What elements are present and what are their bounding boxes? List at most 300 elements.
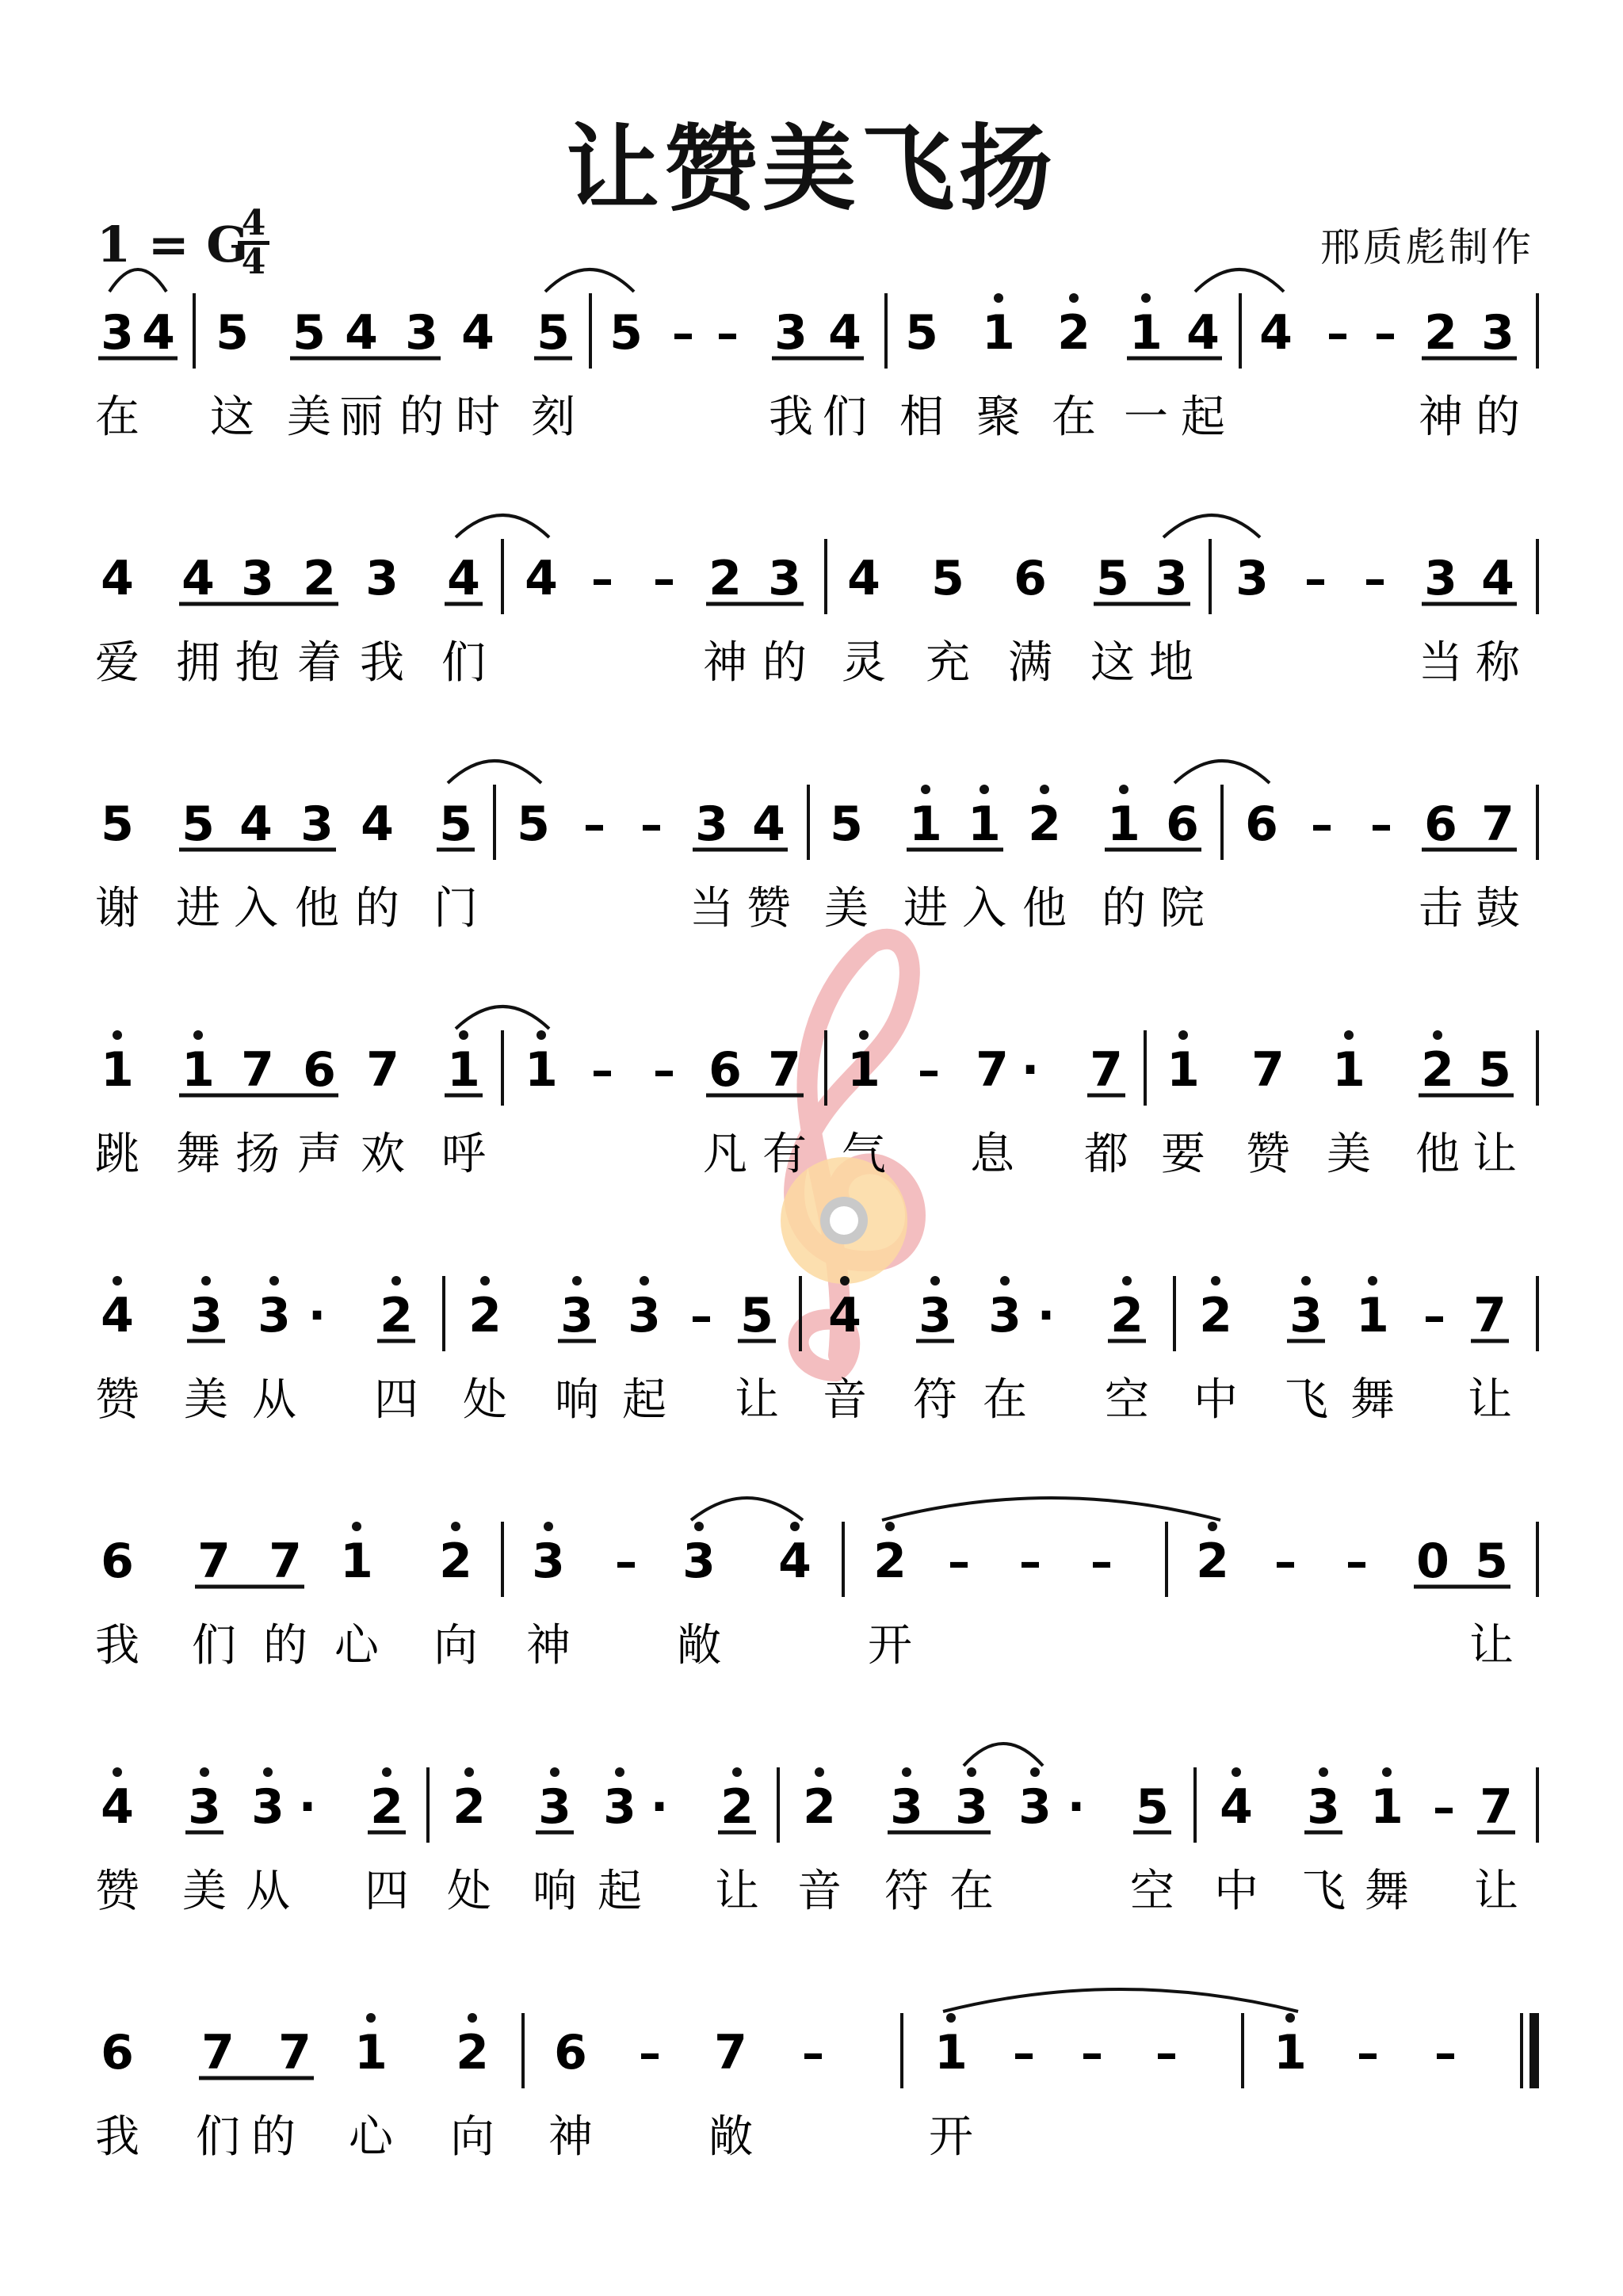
note: 7 (976, 1042, 1009, 1098)
lyric-char: 入 (962, 883, 1006, 934)
lyric-char: 让 (1472, 1129, 1517, 1180)
high-octave-dot (1319, 1767, 1328, 1777)
note: 4 (101, 1779, 134, 1835)
tie-arc (448, 761, 541, 783)
note: 4 (142, 305, 175, 361)
lyric-char: 响 (533, 1866, 577, 1917)
note: 1 (1167, 1042, 1200, 1098)
high-octave-dot (921, 785, 930, 794)
system-3 (95, 761, 1537, 934)
note: 3 (774, 305, 808, 361)
lyric-char: 开 (929, 2111, 973, 2163)
high-octave-dot (1030, 1767, 1040, 1777)
dash: – (591, 1045, 613, 1097)
note: 7 (1481, 797, 1514, 852)
dash: – (672, 308, 694, 360)
lyric-char: 处 (463, 1374, 507, 1426)
dash: – (615, 1537, 637, 1588)
note: 7 (278, 2025, 311, 2080)
note: 1 (934, 2025, 968, 2080)
high-octave-dot (1000, 1276, 1010, 1286)
note: 6 (303, 1042, 336, 1098)
lyric-char: 击 (1419, 883, 1463, 934)
tie-arc (1163, 515, 1260, 537)
lyric-char: 中 (1193, 1374, 1238, 1426)
note: 1 (101, 1042, 134, 1098)
dash: – (1364, 554, 1386, 606)
high-octave-dot (902, 1767, 911, 1777)
high-octave-dot (1301, 1276, 1311, 1286)
note: 3 (405, 305, 438, 361)
time-top: 4 (241, 203, 266, 243)
note: 4 (778, 1534, 812, 1589)
high-octave-dot (113, 1276, 122, 1286)
note: 3 (628, 1288, 661, 1343)
lyric-char: 从 (252, 1374, 296, 1426)
dash: – (1311, 800, 1333, 851)
lyric-char: 息 (970, 1129, 1014, 1180)
lyric-char: 们 (196, 2111, 240, 2163)
note: 2 (1028, 797, 1061, 852)
tie-arc (943, 1989, 1298, 2011)
lyric-char: 音 (797, 1866, 842, 1917)
lyric-char: 向 (433, 1620, 478, 1671)
high-octave-dot (946, 2013, 956, 2023)
high-octave-dot (994, 293, 1003, 303)
high-octave-dot (732, 1767, 742, 1777)
dash: – (1081, 2028, 1103, 2080)
lyric-char: 神 (548, 2111, 593, 2163)
note: 5 (609, 305, 643, 361)
dash: – (802, 2028, 824, 2080)
note: 4 (828, 305, 861, 361)
high-octave-dot (694, 1522, 704, 1531)
note: 4 (525, 551, 558, 606)
lyric-char: 敞 (708, 2111, 753, 2163)
system-1 (95, 269, 1537, 443)
note: 3 (695, 797, 728, 852)
high-octave-dot (1178, 1030, 1188, 1040)
note: 1 (847, 1042, 880, 1098)
note: 2 (303, 551, 336, 606)
lyric-char: 地 (1149, 637, 1193, 689)
note: 3 (189, 1288, 223, 1343)
high-octave-dot (1040, 785, 1049, 794)
high-octave-dot (464, 1767, 474, 1777)
lyric-char: 让 (1474, 1866, 1518, 1917)
dash: – (591, 554, 613, 606)
note: 2 (468, 1288, 502, 1343)
tie-arc (545, 269, 634, 292)
note: 3 (1155, 551, 1188, 606)
note: 2 (803, 1779, 836, 1835)
lyric-char: 刻 (531, 392, 575, 443)
note: 3 (188, 1779, 221, 1835)
dash: – (918, 1045, 940, 1097)
note: 3 (890, 1779, 923, 1835)
dash: – (1090, 1537, 1113, 1588)
lyric-char: 让 (1468, 1374, 1512, 1426)
lyric-char: 着 (297, 637, 342, 689)
note: 7 (1251, 1042, 1285, 1098)
note: 5 (830, 797, 863, 852)
high-octave-dot (200, 1767, 209, 1777)
note: 1 (447, 1042, 480, 1098)
note: 4 (181, 551, 215, 606)
note: 6 (1014, 551, 1047, 606)
dot: · (1037, 1288, 1056, 1343)
lyric-char: 音 (823, 1374, 867, 1426)
lyric-char: 开 (868, 1620, 912, 1671)
note: 3 (532, 1534, 565, 1589)
note: 2 (439, 1534, 472, 1589)
high-octave-dot (193, 1030, 203, 1040)
note: 4 (1481, 551, 1514, 606)
high-octave-dot (615, 1767, 624, 1777)
lyric-char: 心 (349, 2111, 393, 2163)
note: 1 (1332, 1042, 1365, 1098)
lyric-char: 的 (1476, 392, 1520, 443)
high-octave-dot (885, 1522, 895, 1531)
time-bottom: 4 (241, 242, 266, 282)
note: 3 (682, 1534, 716, 1589)
lyric-char: 舞 (1365, 1866, 1409, 1917)
lyric-char: 称 (1476, 637, 1520, 689)
lyric-char: 神 (526, 1620, 571, 1671)
note: 3 (365, 551, 399, 606)
note: 3 (1289, 1288, 1323, 1343)
high-octave-dot (113, 1030, 122, 1040)
lyric-char: 美 (287, 392, 331, 443)
lyric-char: 的 (355, 883, 399, 934)
note: 2 (708, 551, 742, 606)
lyric-char: 的 (263, 1620, 307, 1671)
high-octave-dot (1285, 2013, 1295, 2023)
note: 5 (439, 797, 472, 852)
note: 1 (181, 1042, 215, 1098)
lyric-char: 丽 (339, 392, 384, 443)
lyric-char: 美 (824, 883, 869, 934)
high-octave-dot (269, 1276, 279, 1286)
high-octave-dot (1208, 1522, 1217, 1531)
lyric-char: 向 (450, 2111, 495, 2163)
note: 5 (181, 797, 215, 852)
lyric-char: 一 (1124, 392, 1168, 443)
note: 1 (1107, 797, 1140, 852)
note: 7 (768, 1042, 801, 1098)
dash: – (1374, 308, 1396, 360)
note: 2 (456, 2025, 489, 2080)
dot: · (1021, 1042, 1040, 1098)
note: 3 (560, 1288, 594, 1343)
note: 7 (1480, 1779, 1513, 1835)
note: 1 (1274, 2025, 1307, 2080)
lyric-char: 进 (903, 883, 948, 934)
lyric-char: 的 (1102, 883, 1146, 934)
composer-credit: 邢质彪制作 (1320, 224, 1534, 270)
note: 4 (101, 551, 134, 606)
lyric-char: 在 (95, 392, 139, 443)
note: 6 (101, 2025, 134, 2080)
dash: – (1434, 2028, 1457, 2080)
lyric-char: 的 (762, 637, 807, 689)
high-octave-dot (263, 1767, 273, 1777)
high-octave-dot (537, 1030, 546, 1040)
lyric-char: 符 (913, 1374, 957, 1426)
note: 6 (1245, 797, 1278, 852)
high-octave-dot (459, 1030, 468, 1040)
note: 0 (1416, 1534, 1449, 1589)
note: 5 (1478, 1042, 1511, 1098)
lyric-char: 灵 (842, 637, 886, 689)
note: 6 (554, 2025, 587, 2080)
lyric-char: 舞 (176, 1129, 220, 1180)
lyric-char: 院 (1160, 883, 1205, 934)
key-signature: 1 = G (97, 216, 249, 273)
dash: – (639, 2028, 661, 2080)
song-title: 让赞美飞扬 (565, 113, 1057, 223)
lyric-char: 们 (192, 1620, 236, 1671)
high-octave-dot (113, 1767, 122, 1777)
lyric-char: 我 (95, 2111, 139, 2163)
note: 1 (354, 2025, 388, 2080)
tie-arc (456, 1007, 549, 1029)
lyric-char: 赞 (95, 1866, 139, 1917)
dash: – (1357, 2028, 1379, 2080)
high-octave-dot (790, 1522, 800, 1531)
note: 7 (1090, 1042, 1123, 1098)
lyric-char: 凡 (703, 1129, 747, 1180)
lyric-char: 都 (1084, 1129, 1128, 1180)
note: 7 (241, 1042, 274, 1098)
lyric-char: 让 (715, 1866, 759, 1917)
high-octave-dot (640, 1276, 649, 1286)
lyric-char: 这 (1090, 637, 1135, 689)
note: 1 (1129, 305, 1163, 361)
lyric-char: 欢 (361, 1129, 405, 1180)
dash: – (690, 1291, 712, 1343)
system-5 (95, 1276, 1537, 1426)
note: 4 (345, 305, 378, 361)
note: 3 (241, 551, 274, 606)
lyric-char: 美 (182, 1866, 227, 1917)
dash: – (1304, 554, 1327, 606)
note: 2 (1424, 305, 1457, 361)
lyric-char: 跳 (95, 1129, 139, 1180)
lyric-char: 赞 (1246, 1129, 1290, 1180)
note: 3 (258, 1288, 291, 1343)
note: 3 (988, 1288, 1022, 1343)
note: 3 (1018, 1779, 1052, 1835)
lyric-char: 空 (1105, 1374, 1149, 1426)
note: 5 (931, 551, 964, 606)
lyric-char: 爱 (95, 637, 139, 689)
high-octave-dot (201, 1276, 211, 1286)
note: 5 (740, 1288, 773, 1343)
high-octave-dot (1069, 293, 1079, 303)
note: 1 (909, 797, 942, 852)
lyric-char: 时 (456, 392, 500, 443)
lyric-char: 进 (176, 883, 220, 934)
lyric-char: 处 (447, 1866, 491, 1917)
lyric-char: 扬 (235, 1129, 280, 1180)
dash: – (640, 800, 663, 851)
lyric-char: 在 (1052, 392, 1096, 443)
note: 3 (101, 305, 134, 361)
lyric-char: 心 (334, 1620, 379, 1671)
lyric-char: 拥 (176, 637, 220, 689)
note: 1 (340, 1534, 373, 1589)
note: 7 (269, 1534, 302, 1589)
lyric-char: 在 (949, 1866, 994, 1917)
note: 3 (918, 1288, 952, 1343)
note: 1 (1370, 1779, 1403, 1835)
lyric-char: 我 (769, 392, 813, 443)
note: 6 (708, 1042, 742, 1098)
high-octave-dot (1368, 1276, 1377, 1286)
high-octave-dot (544, 1522, 553, 1531)
high-octave-dot (859, 1030, 869, 1040)
high-octave-dot (1433, 1030, 1442, 1040)
note: 5 (101, 797, 134, 852)
lyric-char: 赞 (95, 1374, 139, 1426)
lyric-char: 让 (1469, 1620, 1514, 1671)
note: 3 (538, 1779, 571, 1835)
note: 4 (361, 797, 394, 852)
lyric-char: 响 (555, 1374, 599, 1426)
lyric-char: 呼 (441, 1129, 486, 1180)
lyric-char: 相 (899, 392, 944, 443)
note: 5 (292, 305, 326, 361)
note: 2 (1196, 1534, 1229, 1589)
lyric-char: 气 (842, 1129, 886, 1180)
note: 4 (847, 551, 880, 606)
dash: – (716, 308, 739, 360)
note: 4 (828, 1288, 861, 1343)
note: 2 (1057, 305, 1090, 361)
lyric-char: 敞 (677, 1620, 721, 1671)
dash: – (1433, 1782, 1455, 1834)
dash: – (1155, 2028, 1178, 2080)
lyric-char: 他 (1022, 883, 1067, 934)
lyric-char: 们 (823, 392, 867, 443)
lyric-char: 谢 (95, 883, 139, 934)
dash: – (583, 800, 605, 851)
note: 2 (380, 1288, 413, 1343)
dash: – (1013, 2028, 1035, 2080)
lyric-char: 从 (246, 1866, 290, 1917)
high-octave-dot (1232, 1767, 1241, 1777)
lyric-char: 的 (399, 392, 444, 443)
note: 3 (955, 1779, 988, 1835)
system-6 (95, 1498, 1537, 1671)
high-octave-dot (1122, 1276, 1132, 1286)
lyric-char: 在 (983, 1374, 1027, 1426)
note: 6 (1424, 797, 1457, 852)
lyric-char: 充 (926, 637, 970, 689)
note: 3 (1481, 305, 1514, 361)
tie-arc (1195, 269, 1284, 292)
system-8 (95, 1989, 1534, 2163)
dash: – (1274, 1537, 1296, 1588)
note: 5 (1096, 551, 1129, 606)
lyric-char: 要 (1161, 1129, 1205, 1180)
lyric-char: 满 (1008, 637, 1052, 689)
note: 3 (768, 551, 801, 606)
tie-arc (691, 1498, 803, 1520)
lyric-char: 当 (1419, 637, 1463, 689)
lyric-char: 空 (1130, 1866, 1174, 1917)
high-octave-dot (391, 1276, 401, 1286)
lyric-char: 鼓 (1476, 883, 1520, 934)
note: 2 (1199, 1288, 1232, 1343)
high-octave-dot (366, 2013, 376, 2023)
lyric-char: 当 (689, 883, 734, 934)
dash: – (1423, 1291, 1445, 1343)
note: 2 (453, 1779, 486, 1835)
note: 7 (714, 2025, 747, 2080)
note: 5 (1475, 1534, 1508, 1589)
lyric-char: 让 (735, 1374, 779, 1426)
lyric-char: 赞 (747, 883, 791, 934)
lyric-char: 的 (251, 2111, 296, 2163)
note: 4 (447, 551, 480, 606)
dash: – (1327, 308, 1349, 360)
system-4 (95, 1007, 1537, 1180)
note: 2 (1421, 1042, 1454, 1098)
lyric-char: 他 (1415, 1129, 1460, 1180)
note: 7 (366, 1042, 399, 1098)
note: 2 (1110, 1288, 1144, 1343)
lyric-char: 神 (1419, 392, 1463, 443)
high-octave-dot (480, 1276, 490, 1286)
dot: · (307, 1288, 327, 1343)
note: 6 (1166, 797, 1199, 852)
note: 2 (720, 1779, 754, 1835)
high-octave-dot (1119, 785, 1128, 794)
high-octave-dot (967, 1767, 976, 1777)
lyric-char: 声 (297, 1129, 342, 1180)
note: 1 (968, 797, 1001, 852)
high-octave-dot (930, 1276, 940, 1286)
tie-arc (964, 1744, 1043, 1766)
lyric-char: 舞 (1350, 1374, 1395, 1426)
lyric-char: 入 (234, 883, 278, 934)
note: 7 (1473, 1288, 1507, 1343)
note: 2 (873, 1534, 907, 1589)
lyric-char: 聚 (976, 392, 1021, 443)
high-octave-dot (840, 1276, 850, 1286)
tie-arc (1174, 761, 1270, 783)
lyric-char: 美 (184, 1374, 228, 1426)
high-octave-dot (382, 1767, 391, 1777)
note: 3 (1235, 551, 1269, 606)
system-2 (95, 515, 1537, 689)
dash: – (1370, 800, 1392, 851)
note: 6 (101, 1534, 134, 1589)
lyric-char: 门 (433, 883, 478, 934)
high-octave-dot (572, 1276, 582, 1286)
lyric-char: 飞 (1284, 1374, 1328, 1426)
lyric-char: 中 (1214, 1866, 1258, 1917)
high-octave-dot (550, 1767, 559, 1777)
note: 4 (1220, 1779, 1253, 1835)
high-octave-dot (451, 1522, 460, 1531)
lyric-char: 这 (210, 392, 254, 443)
dot: · (650, 1779, 669, 1835)
high-octave-dot (815, 1767, 824, 1777)
lyric-char: 抱 (235, 637, 280, 689)
